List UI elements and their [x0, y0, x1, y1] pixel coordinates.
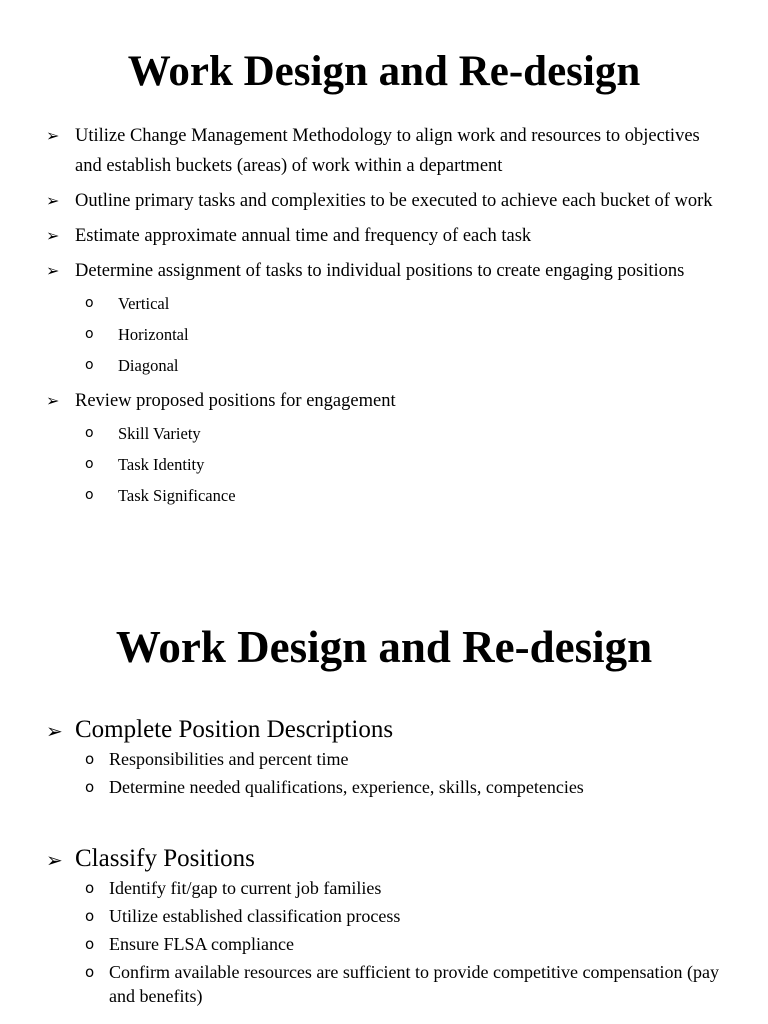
section-heading-text: Classify Positions	[75, 845, 255, 872]
bullet-text: Review proposed positions for engagement	[75, 391, 396, 411]
sub-item	[85, 449, 726, 480]
circle-bullet-icon: o	[85, 963, 95, 981]
slide1-bullet-2	[46, 186, 726, 216]
sub-item	[46, 745, 736, 773]
sub-list	[46, 745, 736, 801]
sub-item-text: Task Identity	[118, 455, 205, 474]
section-heading	[46, 844, 736, 874]
circle-bullet-icon: o	[85, 357, 94, 373]
circle-bullet-icon: o	[85, 750, 95, 768]
circle-bullet-icon: o	[85, 879, 95, 897]
bullet-text: Outline primary tasks and complexities to be executed to achieve each bucket of work	[75, 191, 713, 211]
sub-item-text: Responsibilities and percent time	[109, 749, 349, 769]
sub-item	[46, 902, 736, 930]
circle-bullet-icon: o	[85, 295, 94, 311]
sub-item-text: Confirm available resources are sufficient to provide competitive compensation (pay and benefits)	[109, 962, 719, 1006]
slide1-title: Work Design and Re-design	[127, 48, 641, 95]
sub-item	[85, 480, 726, 511]
bullet-text: Utilize Change Management Methodology to align work and resources to objectives and establish buckets (areas) of work within a department	[75, 126, 700, 176]
section-complete-position-descriptions	[46, 715, 736, 801]
sub-item	[85, 319, 726, 350]
sub-list	[75, 418, 726, 511]
sub-item	[85, 350, 726, 381]
sub-item-text: Vertical	[118, 294, 170, 313]
arrow-bullet-icon: ➢	[46, 261, 60, 280]
sub-item-text: Diagonal	[118, 356, 179, 375]
sub-item-text: Skill Variety	[118, 424, 201, 443]
sub-item-text: Ensure FLSA compliance	[109, 934, 294, 954]
arrow-bullet-icon: ➢	[46, 226, 60, 245]
circle-bullet-icon: o	[85, 425, 94, 441]
circle-bullet-icon: o	[85, 907, 95, 925]
circle-bullet-icon: o	[85, 326, 94, 342]
bullet-text: Determine assignment of tasks to individual positions to create engaging positions	[75, 261, 685, 281]
circle-bullet-icon: o	[85, 456, 94, 472]
slide1-bullet-1	[46, 121, 726, 181]
slide2-title: Work Design and Re-design	[115, 622, 653, 672]
slide1-bullet-4	[46, 256, 726, 381]
circle-bullet-icon: o	[85, 778, 95, 796]
arrow-bullet-icon: ➢	[46, 848, 63, 872]
arrow-bullet-icon: ➢	[46, 391, 60, 410]
sub-item-text: Identify fit/gap to current job families	[109, 878, 382, 898]
sub-item	[85, 418, 726, 449]
sub-item-text: Determine needed qualifications, experience, skills, competencies	[109, 777, 584, 797]
sub-item	[46, 960, 736, 1008]
sub-item-text: Horizontal	[118, 325, 189, 344]
slide1-bullet-5	[46, 386, 726, 511]
sub-item-text: Task Significance	[118, 486, 236, 505]
section-heading-text: Complete Position Descriptions	[75, 716, 394, 743]
arrow-bullet-icon: ➢	[46, 126, 60, 145]
slide1-bullet-list	[46, 121, 726, 516]
sub-item	[46, 874, 736, 902]
arrow-bullet-icon: ➢	[46, 191, 60, 210]
circle-bullet-icon: o	[85, 935, 95, 953]
sub-list	[75, 288, 726, 381]
circle-bullet-icon: o	[85, 487, 94, 503]
sub-item	[46, 773, 736, 801]
arrow-bullet-icon: ➢	[46, 719, 63, 743]
section-heading	[46, 715, 736, 745]
section-classify-positions	[46, 844, 736, 1008]
sub-item-text: Utilize established classification process	[109, 906, 401, 926]
sub-item	[85, 288, 726, 319]
sub-list	[46, 874, 736, 1008]
slide1-bullet-3	[46, 221, 726, 251]
bullet-text: Estimate approximate annual time and frequency of each task	[75, 226, 532, 246]
sub-item	[46, 930, 736, 958]
